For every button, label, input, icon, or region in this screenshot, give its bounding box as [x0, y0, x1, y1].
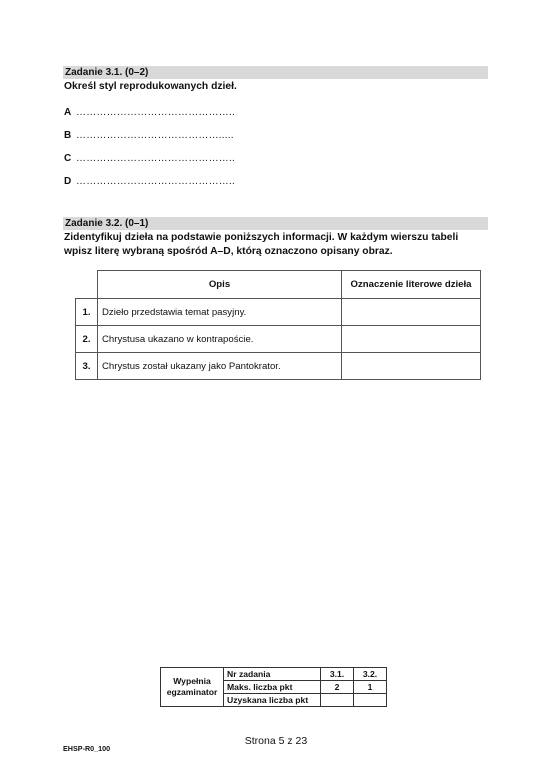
page-number: Strona 5 z 23 — [244, 735, 308, 747]
row-number: 2. — [76, 326, 98, 353]
answer-dots: ……………………………………….. — [76, 153, 235, 164]
row-answer-cell[interactable] — [342, 353, 481, 380]
row-label-max-points: Maks. liczba pkt — [224, 681, 321, 694]
table-row — [76, 326, 481, 353]
row-label-obtained-points: Uzyskana liczba pkt — [224, 694, 321, 707]
table-header-row — [76, 271, 481, 299]
exam-code: EHSP-R0_100 — [63, 744, 111, 753]
blank-corner — [76, 271, 98, 299]
row-answer-cell[interactable] — [342, 326, 481, 353]
max-points-3-1: 2 — [321, 681, 354, 694]
scoring-table — [160, 667, 387, 707]
table-row — [76, 299, 481, 326]
col-opis-header: Opis — [98, 271, 342, 299]
answer-dots: ……………………………………..... — [76, 130, 234, 141]
answer-letter: A — [64, 107, 72, 118]
obtained-points-3-1[interactable] — [321, 694, 354, 707]
answer-line-d[interactable] — [64, 176, 235, 188]
identification-table — [75, 270, 481, 380]
obtained-points-3-2[interactable] — [354, 694, 387, 707]
answer-letter: C — [64, 153, 72, 164]
answer-letter: D — [64, 176, 72, 187]
row-description: Dzieło przedstawia temat pasyjny. — [98, 299, 342, 326]
row-description: Chrystusa ukazano w kontrapoście. — [98, 326, 342, 353]
answer-line-a[interactable] — [64, 107, 235, 119]
task-3-2-header: Zadanie 3.2. (0–1) — [63, 217, 488, 230]
answer-line-c[interactable] — [64, 153, 235, 165]
task-3-1-instruction: Określ styl reprodukowanych dzieł. — [64, 81, 237, 92]
col-oznaczenie-header: Oznaczenie literowe dzieła — [342, 271, 481, 299]
row-label-task-number: Nr zadania — [224, 668, 321, 681]
task-number-3-1: 3.1. — [321, 668, 354, 681]
task-3-2-instruction: Zidentyfikuj dzieła na podstawie poniższych informacji. W każdym wierszu tabeli wpisz literę wybraną spośród A–D, którą oznaczono opisany obraz. — [64, 232, 459, 257]
row-number: 1. — [76, 299, 98, 326]
answer-line-b[interactable] — [64, 130, 234, 142]
answer-dots: ……………………………………….. — [76, 107, 235, 118]
row-answer-cell[interactable] — [342, 299, 481, 326]
row-description: Chrystus został ukazany jako Pantokrator. — [98, 353, 342, 380]
table-row — [76, 353, 481, 380]
examiner-label: Wypełnia egzaminator — [161, 668, 224, 707]
answer-letter: B — [64, 130, 72, 141]
max-points-3-2: 1 — [354, 681, 387, 694]
task-3-1-header: Zadanie 3.1. (0–2) — [63, 66, 488, 79]
row-number: 3. — [76, 353, 98, 380]
task-number-3-2: 3.2. — [354, 668, 387, 681]
answer-dots: ……………………………………….. — [76, 176, 235, 187]
